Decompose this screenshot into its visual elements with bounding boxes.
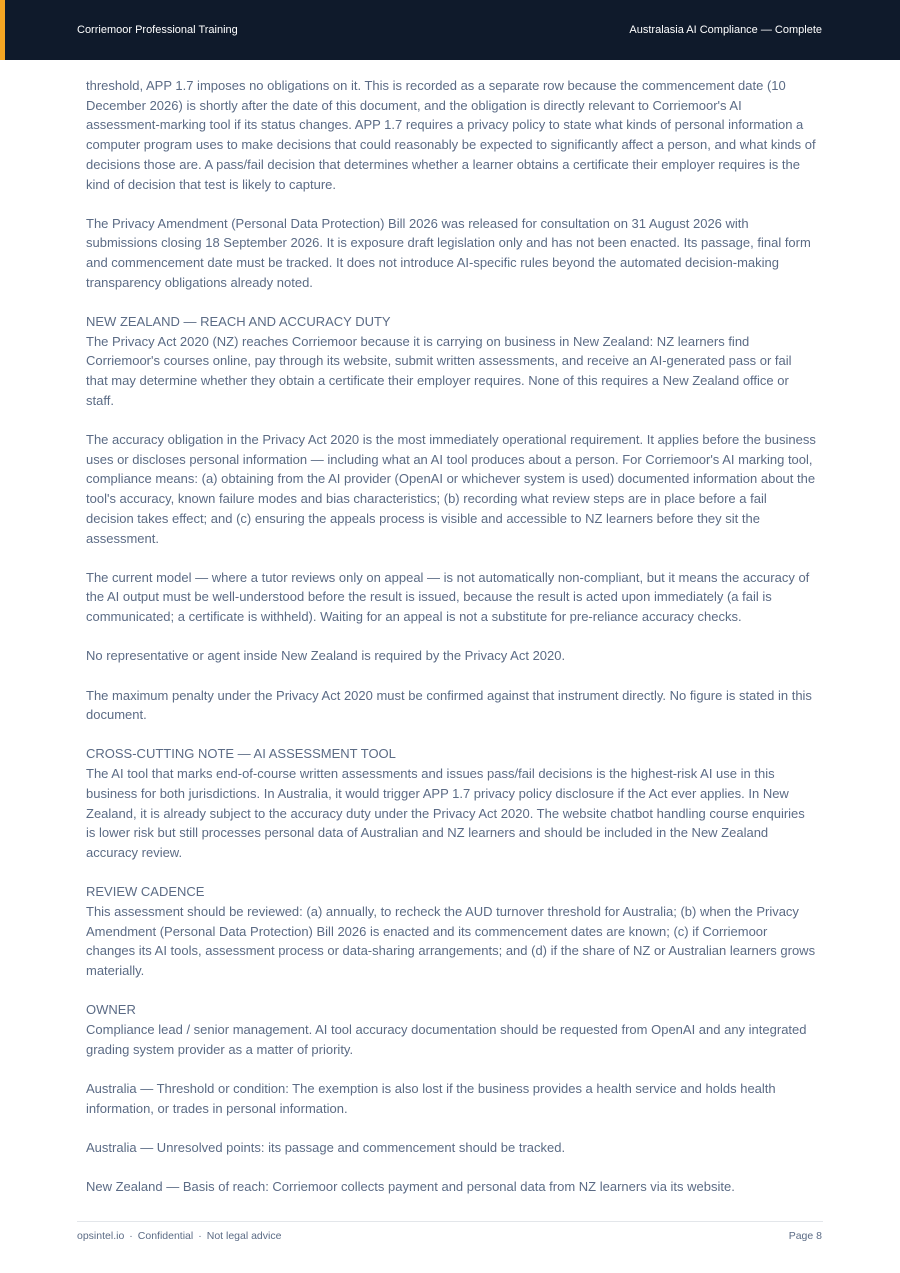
paragraph-no-representative: No representative or agent inside New Zealand is required by the Privacy Act 2020. xyxy=(86,648,566,664)
paragraph-accuracy-obligation: The accuracy obligation in the Privacy Act 2020 is the most immediately operational requirement. It applies before the business uses or discloses personal information — including what an AI tool produces about a person. For Corriemoor's AI marking tool, compliance means: (a) obtaining from the AI provider (OpenAI or whichever system is used) documented information about the tool's accuracy, known failure modes and bias characteristics; (b) recording what review steps are in place before a fail decision takes effect; and (c) ensuring the appeals process is visible and accessible to NZ learners before they sit the assessment. xyxy=(86,432,816,546)
paragraph-nz-basis-of-reach: New Zealand — Basis of reach: Corriemoor collects payment and personal data from NZ learners via its website. xyxy=(86,1178,735,1194)
header-document-title: Australasia AI Compliance — Complete xyxy=(629,24,822,36)
section-cross-cutting xyxy=(86,744,816,862)
page-header xyxy=(0,0,900,60)
footer-separator: · xyxy=(129,1230,133,1242)
section-review-cadence xyxy=(86,882,816,981)
section-new-zealand xyxy=(86,312,816,411)
paragraph-australia-threshold: Australia — Threshold or condition: The exemption is also lost if the business provides a health service and holds health information, or trades in personal information. xyxy=(86,1080,776,1116)
header-company-name: Corriemoor Professional Training xyxy=(77,24,238,36)
page-number: Page 8 xyxy=(788,1230,822,1242)
footer-info xyxy=(77,1229,281,1243)
paragraph-ai-assessment-tool: The AI tool that marks end-of-course written assessments and issues pass/fail decisions is the highest-risk AI use in this business for both jurisdictions. In Australia, it would trigger APP 1.7 privacy policy disclosure if the Act ever applies. In New Zealand, it is already subject to the accuracy duty under the Privacy Act 2020. The website chatbot handling course enquiries is lower risk but still processes personal data of Australian and NZ learners and should be included in the New Zealand accuracy review. xyxy=(86,766,805,860)
section-heading-review-cadence: REVIEW CADENCE xyxy=(86,884,205,900)
section-heading-new-zealand: NEW ZEALAND — REACH AND ACCURACY DUTY xyxy=(86,314,391,330)
paragraph-app-1-7: threshold, APP 1.7 imposes no obligations on it. This is recorded as a separate row because the commencement date (10 December 2026) is shortly after the date of this document, and the obligation is directly relevant to Corriemoor's AI assessment-marking tool if its status changes. APP 1.7 requires a privacy policy to state what kinds of personal information a computer program uses to make decisions that could reasonably be expected to significantly affect a person, and what kinds of decisions those are. A pass/fail decision that determines whether a learner obtains a certificate their employer requires is the kind of decision that test is likely to capture. xyxy=(86,78,816,192)
section-heading-cross-cutting: CROSS-CUTTING NOTE — AI ASSESSMENT TOOL xyxy=(86,746,396,762)
paragraph-current-model: The current model — where a tutor reviews only on appeal — is not automatically non-compliant, but it means the accuracy of the AI output must be well-understood before the result is issued, because the result is acted upon immediately (a fail is communicated; a certificate is withheld). Waiting for an appeal is not a substitute for pre-reliance accuracy checks. xyxy=(86,569,810,625)
section-owner xyxy=(86,1000,816,1059)
document-body xyxy=(86,76,816,1216)
section-heading-owner: OWNER xyxy=(86,1002,136,1018)
paragraph-maximum-penalty: The maximum penalty under the Privacy Act 2020 must be confirmed against that instrument directly. No figure is stated in this document. xyxy=(86,687,812,723)
paragraph-australia-unresolved: Australia — Unresolved points: its passage and commencement should be tracked. xyxy=(86,1139,566,1155)
paragraph-nz-reach: The Privacy Act 2020 (NZ) reaches Corriemoor because it is carrying on business in New Zealand: NZ learners find Corriemoor's courses online, pay through its website, submit written assessments, and receive an AI-generated pass or fail that may determine whether they obtain a certificate their employer requires. None of this requires a New Zealand office or staff. xyxy=(86,333,792,408)
paragraph-owner: Compliance lead / senior management. AI tool accuracy documentation should be requested from OpenAI and any integrated grading system provider as a matter of priority. xyxy=(86,1021,807,1057)
footer-divider xyxy=(77,1221,823,1222)
paragraph-privacy-amendment-bill: The Privacy Amendment (Personal Data Protection) Bill 2026 was released for consultation on 31 August 2026 with submissions closing 18 September 2026. It is exposure draft legislation only and has not been enacted. Its passage, final form and commencement date must be tracked. It does not introduce AI-specific rules beyond the automated decision-making transparency obligations already noted. xyxy=(86,215,811,290)
footer-site: opsintel.io xyxy=(77,1230,125,1242)
paragraph-review-cadence: This assessment should be reviewed: (a) annually, to recheck the AUD turnover threshold for Australia; (b) when the Privacy Amendment (Personal Data Protection) Bill 2026 is enacted and its commencement dates are known; (c) if Corriemoor changes its AI tools, assessment process or data-sharing arrangements; and (d) if the share of NZ or Australian learners grows materially. xyxy=(86,903,816,979)
footer-separator: · xyxy=(198,1230,202,1242)
footer-disclaimer: Not legal advice xyxy=(206,1230,282,1242)
header-accent-bar xyxy=(0,0,5,60)
footer-confidential: Confidential xyxy=(137,1230,194,1242)
